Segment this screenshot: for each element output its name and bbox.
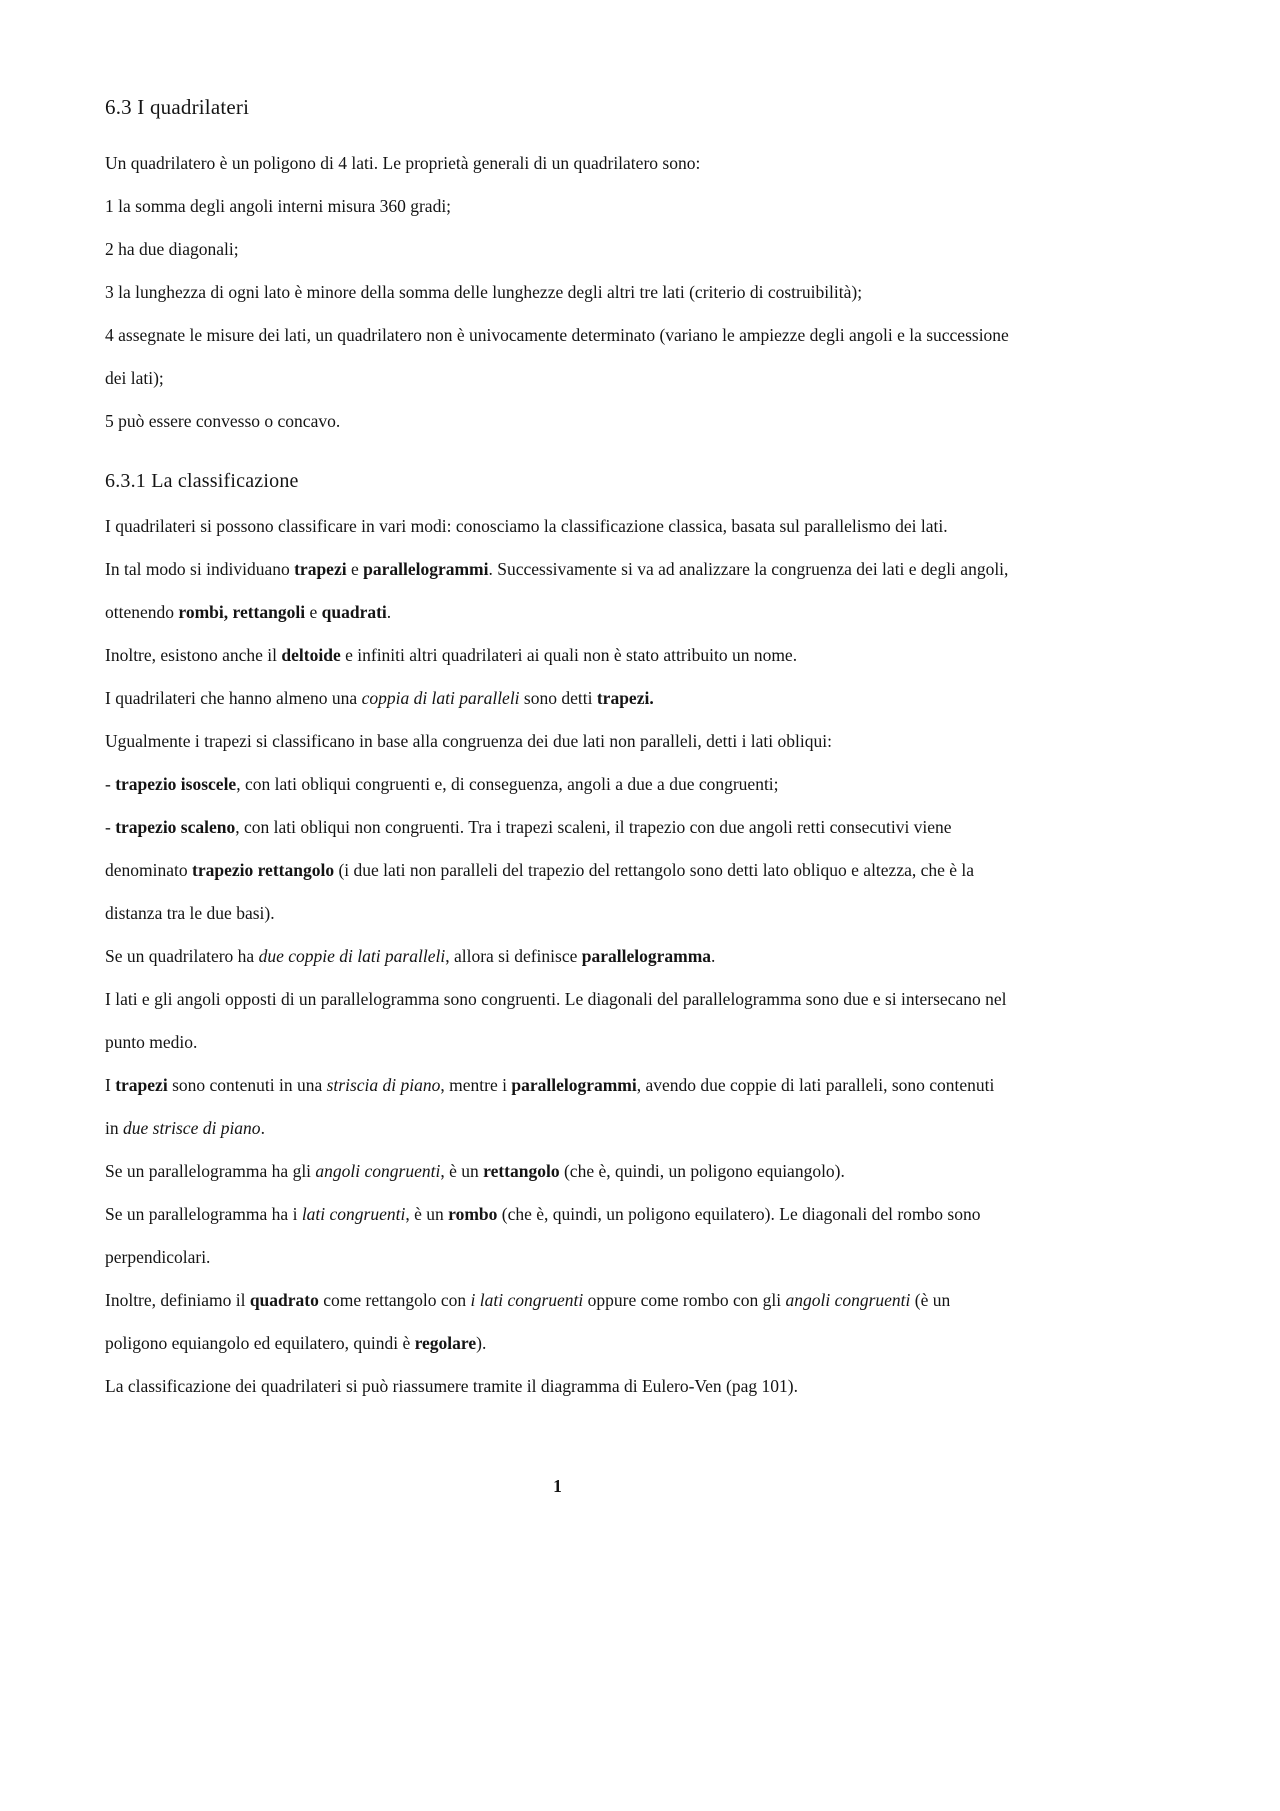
property-item-4 — [105, 314, 1010, 400]
bold-text-run: trapezi — [115, 1075, 168, 1095]
text-run: . — [260, 1118, 265, 1138]
text-run: 3 la lunghezza di ogni lato è minore della somma delle lunghezze degli altri tre lati (criterio di costruibilità); — [105, 282, 863, 302]
text-run: oppure come rombo con gli — [583, 1290, 786, 1310]
bold-text-run: parallelogrammi — [363, 559, 489, 579]
section-heading — [105, 90, 1010, 124]
italic-text-run: i lati congruenti — [470, 1290, 584, 1310]
text-run: , mentre i — [440, 1075, 512, 1095]
property-item-3 — [105, 271, 1010, 314]
rettangolo-definition-paragraph — [105, 1150, 1010, 1193]
text-run: , con lati obliqui congruenti e, di conseguenza, angoli a due a due congruenti; — [236, 774, 779, 794]
trapezio-isoscele-item — [105, 763, 1010, 806]
text-run: (che è, quindi, un poligono equilatero). Le diagonali del rombo sono perpendicolari. — [105, 1204, 981, 1267]
text-run: , avendo due coppie di lati paralleli, sono contenuti in — [105, 1075, 995, 1138]
bold-text-run: trapezio scaleno — [115, 817, 236, 837]
text-run: , è un — [405, 1204, 449, 1224]
bold-text-run: 1 — [553, 1476, 562, 1496]
text-run: I — [105, 1075, 116, 1095]
rombo-definition-paragraph — [105, 1193, 1010, 1279]
text-run: e infiniti altri quadrilateri ai quali non è stato attribuito un nome. — [340, 645, 798, 665]
text-run: 6.3 I quadrilateri — [105, 95, 250, 119]
bold-text-run: parallelogramma — [581, 946, 712, 966]
text-run: e — [305, 602, 322, 622]
text-run: . — [386, 602, 392, 622]
text-run: e — [346, 559, 364, 579]
text-run: (è un poligono equiangolo ed equilatero, quindi è — [105, 1290, 951, 1353]
bold-text-run: quadrati — [321, 602, 387, 622]
text-run: ). — [476, 1333, 487, 1353]
italic-text-run: coppia di lati paralleli — [361, 688, 520, 708]
bold-text-run: trapezio rettangolo — [192, 860, 335, 880]
parallelogramma-properties-paragraph — [105, 978, 1010, 1064]
text-run: . — [711, 946, 716, 966]
italic-text-run: striscia di piano — [326, 1075, 441, 1095]
parallelogramma-definition-paragraph — [105, 935, 1010, 978]
property-item-1 — [105, 185, 1010, 228]
trapezio-scaleno-item — [105, 806, 1010, 935]
text-run: I quadrilateri si possono classificare in vari modi: conosciamo la classificazione classica, basata sul parallelismo dei lati. — [105, 516, 948, 536]
text-run: Se un parallelogramma ha i — [105, 1204, 302, 1224]
subsection-heading — [105, 466, 1010, 496]
document-body — [105, 90, 1010, 1508]
property-item-2 — [105, 228, 1010, 271]
text-run: In tal modo si individuano — [105, 559, 295, 579]
page-number — [105, 1465, 1010, 1508]
text-run: , allora si definisce — [445, 946, 582, 966]
text-run: 6.3.1 La classificazione — [105, 470, 299, 492]
text-run: 2 ha due diagonali; — [105, 239, 239, 259]
trapezi-definition-paragraph — [105, 677, 1010, 720]
trapezi-parallelogrammi-paragraph — [105, 548, 1010, 634]
text-run: Ugualmente i trapezi si classificano in base alla congruenza dei due lati non paralleli, detti i lati obliqui: — [105, 731, 832, 751]
text-run: sono detti — [519, 688, 597, 708]
quadrato-definition-paragraph — [105, 1279, 1010, 1365]
italic-text-run: lati congruenti — [301, 1204, 406, 1224]
text-run: Se un parallelogramma ha gli — [105, 1161, 316, 1181]
bold-text-run: deltoide — [281, 645, 341, 665]
text-run: - — [105, 817, 116, 837]
text-run: , è un — [440, 1161, 484, 1181]
text-run: Un quadrilatero è un poligono di 4 lati. Le proprietà generali di un quadrilatero sono: — [105, 153, 701, 173]
bold-text-run: trapezi. — [596, 688, 654, 708]
italic-text-run: angoli congruenti — [315, 1161, 441, 1181]
text-run: sono contenuti in una — [167, 1075, 327, 1095]
bold-text-run: regolare — [414, 1333, 477, 1353]
text-run: (i due lati non paralleli del trapezio del rettangolo sono detti lato obliquo e altezza, che è la distanza tra le due basi). — [105, 860, 975, 923]
bold-text-run: quadrato — [249, 1290, 319, 1310]
striscia-di-piano-paragraph — [105, 1064, 1010, 1150]
text-run: , con lati obliqui non congruenti. Tra i trapezi scaleni, il trapezio con due angoli retti consecutivi viene denominato — [105, 817, 952, 880]
trapezi-classification-paragraph — [105, 720, 1010, 763]
text-run: 5 può essere convesso o concavo. — [105, 411, 341, 431]
bold-text-run: parallelogrammi — [511, 1075, 637, 1095]
text-run: - — [105, 774, 116, 794]
bold-text-run: rombo — [448, 1204, 498, 1224]
text-run: Se un quadrilatero ha — [105, 946, 259, 966]
text-run: Inoltre, esistono anche il — [105, 645, 282, 665]
classification-paragraph — [105, 505, 1010, 548]
property-item-5 — [105, 400, 1010, 443]
text-run: 1 la somma degli angoli interni misura 360 gradi; — [105, 196, 452, 216]
intro-paragraph — [105, 142, 1010, 185]
bold-text-run: trapezio isoscele — [115, 774, 237, 794]
text-run: I lati e gli angoli opposti di un parallelogramma sono congruenti. Le diagonali del parallelogramma sono due e si intersecano nel punto medio. — [105, 989, 1007, 1052]
text-run: La classificazione dei quadrilateri si può riassumere tramite il diagramma di Eulero-Ven (pag 101). — [105, 1376, 798, 1396]
text-run: . Successivamente si va ad analizzare la congruenza dei lati e degli angoli, ottenendo — [105, 559, 1009, 622]
italic-text-run: angoli congruenti — [785, 1290, 911, 1310]
text-run: Inoltre, definiamo il — [105, 1290, 250, 1310]
italic-text-run: due strisce di piano — [123, 1118, 261, 1138]
text-run: 4 assegnate le misure dei lati, un quadrilatero non è univocamente determinato (variano le ampiezze degli angoli e la successione dei lati); — [105, 325, 1009, 388]
text-run: come rettangolo con — [318, 1290, 471, 1310]
text-run: I quadrilateri che hanno almeno una — [105, 688, 362, 708]
bold-text-run: rettangolo — [483, 1161, 560, 1181]
bold-text-run: trapezi — [294, 559, 347, 579]
text-run: (che è, quindi, un poligono equiangolo). — [559, 1161, 845, 1181]
eulero-ven-paragraph — [105, 1365, 1010, 1408]
bold-text-run: rombi, rettangoli — [178, 602, 306, 622]
deltoide-paragraph — [105, 634, 1010, 677]
italic-text-run: due coppie di lati paralleli — [258, 946, 446, 966]
